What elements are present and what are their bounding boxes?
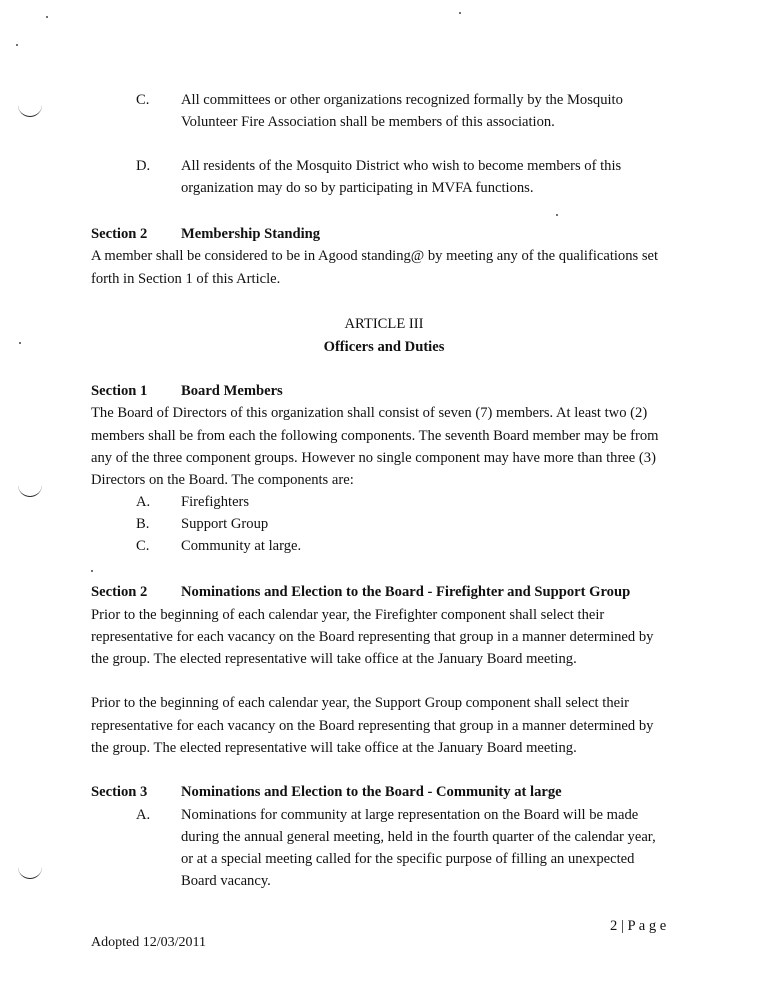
item-letter: A. (136, 807, 151, 823)
hole-punch-mark (18, 484, 42, 497)
item-letter: A. (136, 494, 151, 510)
paragraph-line: members shall be from each the following components. The seventh Board member may be from (91, 428, 659, 444)
section-title: Nominations and Election to the Board - Community at large (181, 784, 562, 800)
section-label: Section 3 (91, 784, 148, 800)
item-text-line: All committees or other organizations recognized formally by the Mosquito (181, 92, 623, 108)
scan-speck (46, 16, 48, 18)
paragraph-line: representative for each vacancy on the Board representing that group in a manner determined by (91, 718, 654, 734)
section-title: Nominations and Election to the Board - Firefighter and Support Group (181, 584, 631, 600)
article-heading: ARTICLE III (344, 316, 424, 332)
paragraph-line: Prior to the beginning of each calendar year, the Support Group component shall select their (91, 695, 630, 711)
scan-speck (459, 12, 461, 14)
adopted-date: Adopted 12/03/2011 (91, 935, 206, 950)
section-title: Membership Standing (181, 226, 321, 242)
item-text-line: Nominations for community at large representation on the Board will be made (181, 807, 639, 823)
scan-speck (19, 342, 21, 344)
paragraph-line: the group. The elected representative will take office at the January Board meeting. (91, 740, 577, 756)
item-letter: C. (136, 538, 150, 554)
paragraph-line: the group. The elected representative will take office at the January Board meeting. (91, 651, 577, 667)
hole-punch-mark (18, 104, 42, 117)
paragraph-line: any of the three component groups. However no single component may have more than three (3) (91, 450, 656, 466)
item-text-line: Board vacancy. (181, 873, 271, 889)
section-label: Section 2 (91, 584, 148, 600)
hole-punch-mark (18, 866, 42, 879)
scan-speck (16, 44, 18, 46)
page-number: 2 | P a g e (610, 918, 667, 934)
item-text: Firefighters (181, 494, 250, 510)
section-label: Section 1 (91, 383, 148, 399)
item-letter: C. (136, 92, 150, 108)
paragraph-line: representative for each vacancy on the Board representing that group in a manner determined by (91, 629, 654, 645)
item-text: Community at large. (181, 538, 302, 554)
paragraph-line: forth in Section 1 of this Article. (91, 271, 281, 287)
item-letter: B. (136, 516, 150, 532)
article-subheading: Officers and Duties (323, 339, 445, 355)
paragraph-line: Prior to the beginning of each calendar year, the Firefighter component shall select their (91, 607, 605, 623)
paragraph-line: The Board of Directors of this organization shall consist of seven (7) members. At least two (2) (91, 405, 648, 421)
paragraph-line: A member shall be considered to be in Agood standing@ by meeting any of the qualifications set (91, 248, 659, 264)
item-text-line: Volunteer Fire Association shall be members of this association. (181, 114, 555, 130)
item-text-line: during the annual general meeting, held in the fourth quarter of the calendar year, (181, 829, 656, 845)
scan-speck (556, 214, 558, 216)
item-text: Support Group (181, 516, 269, 532)
item-text-line: organization may do so by participating in MVFA functions. (181, 180, 534, 196)
paragraph-line: Directors on the Board. The components are: (91, 472, 354, 488)
scan-speck (91, 570, 93, 572)
item-text-line: All residents of the Mosquito District who wish to become members of this (181, 158, 622, 174)
section-label: Section 2 (91, 226, 148, 242)
section-title: Board Members (181, 383, 283, 399)
item-text-line: or at a special meeting called for the specific purpose of filling an unexpected (181, 851, 635, 867)
item-letter: D. (136, 158, 151, 174)
